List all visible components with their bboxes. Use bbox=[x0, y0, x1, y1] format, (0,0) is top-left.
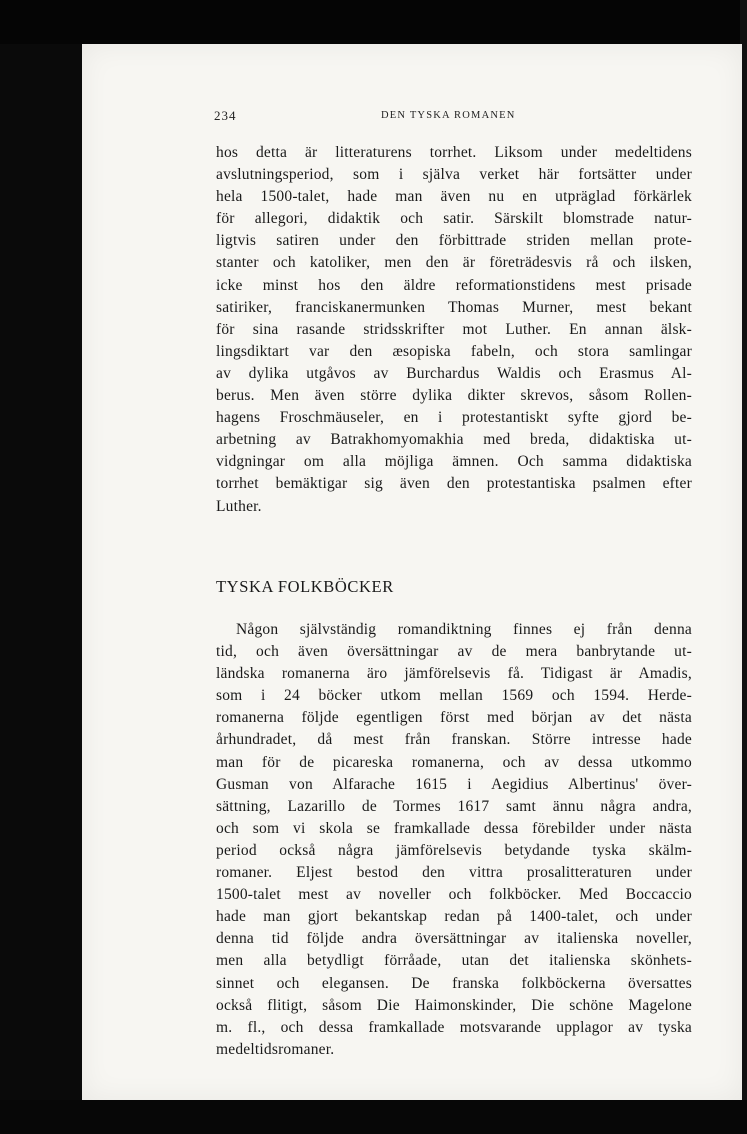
text-line: romaner. Eljest bestod den vittra prosalitteraturen under bbox=[216, 864, 692, 882]
text-line: man för de picareska romanerna, och av dessa utkommo bbox=[216, 753, 692, 771]
text-line: icke minst hos den äldre reformationstidens mest prisade bbox=[216, 276, 692, 294]
book-page bbox=[82, 44, 742, 1100]
text-line: av dylika utgåvos av Burchardus Waldis och Erasmus Al- bbox=[216, 364, 692, 382]
scan-border-left bbox=[0, 0, 82, 1134]
text-line: avslutningsperiod, som i själva verket här fortsätter under bbox=[216, 166, 692, 184]
text-line: hagens Froschmäuseler, en i protestantiskt syfte gjord be- bbox=[216, 409, 692, 427]
text-line: arbetning av Batrakhomyomakhia med breda, didaktiska ut- bbox=[216, 431, 692, 449]
text-line: m. fl., och dessa framkallade motsvarande upplagor av tyska bbox=[216, 1018, 692, 1036]
text-line: stanter och katoliker, men den är företrädesvis rå och ilsken, bbox=[216, 254, 692, 272]
page-number: 234 bbox=[214, 108, 237, 123]
text-line: hos detta är litteraturens torrhet. Liksom under medeltidens bbox=[216, 144, 692, 161]
text-line: satiriker, franciskanermunken Thomas Murner, mest bekant bbox=[216, 298, 692, 316]
text-line: Någon självständig romandiktning finnes ej från denna bbox=[236, 621, 692, 638]
running-head: DEN TYSKA ROMANEN bbox=[381, 110, 516, 121]
text-line: period också några jämförelsevis betydande tyska skälm- bbox=[216, 841, 692, 859]
text-line: tid, och även översättningar av de mera banbrytande ut- bbox=[216, 643, 692, 661]
text-line: för sina rasande stridsskrifter mot Luther. En annan älsk- bbox=[216, 320, 692, 338]
page-header bbox=[214, 108, 574, 128]
text-line: Luther. bbox=[216, 497, 262, 515]
text-line: sättning, Lazarillo de Tormes 1617 samt ännu några andra, bbox=[216, 797, 692, 815]
text-line: Gusman von Alfarache 1615 i Aegidius Albertinus' över- bbox=[216, 775, 692, 793]
text-line: vidgningar om alla möjliga ämnen. Och samma didaktiska bbox=[216, 453, 692, 471]
text-line: för allegori, didaktik och satir. Särskilt blomstrade natur- bbox=[216, 210, 692, 228]
text-line: hela 1500-talet, hade man även nu en utpräglad förkärlek bbox=[216, 188, 692, 206]
text-line: torrhet bemäktigar sig även den protestantiska psalmen efter bbox=[216, 475, 692, 493]
scan-border-bottom bbox=[0, 1100, 747, 1134]
text-line: berus. Men även större dylika dikter skrevos, såsom Rollen- bbox=[216, 387, 692, 405]
text-line: romanerna följde egentligen först med början av det nästa bbox=[216, 709, 692, 727]
paragraph-2 bbox=[216, 619, 692, 1061]
text-line: 1500-talet mest av noveller och folkböcker. Med Boccaccio bbox=[216, 886, 692, 904]
text-line: och som vi skola se framkallade dessa förebilder under nästa bbox=[216, 819, 692, 837]
text-line: medeltidsromaner. bbox=[216, 1040, 335, 1058]
text-line: lingsdiktart var den æsopiska fabeln, och stora samlingar bbox=[216, 342, 692, 360]
text-line: ligtvis satiren under den förbittrade striden mellan prote- bbox=[216, 232, 692, 250]
paragraph-1 bbox=[216, 142, 692, 518]
text-line: århundradet, då mest från franskan. Större intresse hade bbox=[216, 731, 692, 749]
section-heading: TYSKA FOLKBÖCKER bbox=[216, 577, 394, 596]
text-line: också flitigt, såsom Die Haimonskinder, Die schöne Magelone bbox=[216, 996, 692, 1014]
text-line: som i 24 böcker utkom mellan 1569 och 1594. Herde- bbox=[216, 687, 692, 705]
text-line: ländska romanerna äro jämförelsevis få. Tidigast är Amadis, bbox=[216, 665, 692, 683]
text-line: sinnet och elegansen. De franska folkböckerna översattes bbox=[216, 974, 692, 992]
scan-border-top bbox=[0, 0, 747, 44]
text-line: men alla betydligt förråade, utan det italienska skönhets- bbox=[216, 952, 692, 970]
text-line: denna tid följde andra översättningar av italienska noveller, bbox=[216, 930, 692, 948]
text-line: hade man gjort bekantskap redan på 1400-talet, och under bbox=[216, 908, 692, 926]
